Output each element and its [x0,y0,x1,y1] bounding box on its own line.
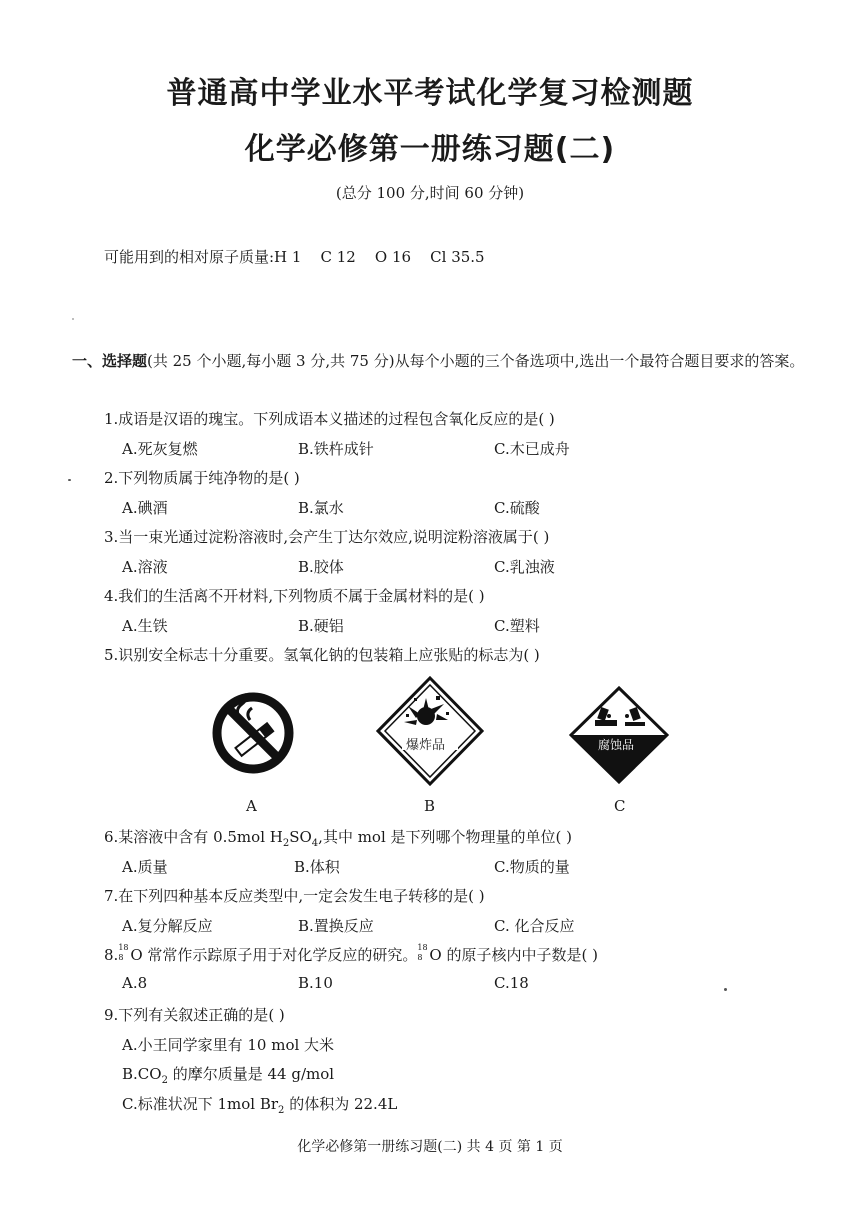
isotope-element-2: O [429,946,442,964]
exam-subtitle: 化学必修第一册练习题(二) [244,132,616,167]
question-4: 4.我们的生活离不开材料,下列物质不属于金属材料的是( ) [104,587,485,605]
question-7: 7.在下列四种基本反应类型中,一定会发生电子转移的是( ) [104,887,485,905]
q9-b-subscript: 2 [161,1075,168,1086]
scan-speck [72,318,74,320]
q8-option-a: A.8 [122,974,148,992]
sign-c-label: C [614,797,626,815]
q1-option-c: C.木已成舟 [494,440,570,458]
q9-b-post: 的摩尔质量是 44 g/mol [167,1065,335,1083]
no-smoking-icon [210,690,296,776]
q6-option-c: C.物质的量 [494,858,570,876]
q8-option-c: C.18 [494,974,529,992]
isotope-atomic-number: 8 [118,953,124,962]
isotope-atomic-number-2: 8 [417,953,423,962]
isotope-mass-number: 18 [118,943,129,952]
q7-option-b: B.置换反应 [298,917,374,935]
q8-text-mid: 常常作示踪原子用于对化学反应的研究。 [142,946,418,964]
isotope-notation-2 [417,943,429,963]
q6-text-pre: 6.某溶液中含有 0.5mol H [104,828,283,846]
question-5: 5.识别安全标志十分重要。氢氧化钠的包装箱上应张贴的标志为( ) [104,646,540,664]
isotope-notation [118,943,130,963]
exam-meta: (总分 100 分,时间 60 分钟) [335,184,525,202]
q9-option-c [122,1093,397,1114]
q1-option-a: A.死灰复燃 [122,440,198,458]
explosive-label: 爆炸品 [406,738,446,753]
q3-option-b: B.胶体 [298,558,344,576]
q6-text-post: ,其中 mol 是下列哪个物理量的单位( ) [318,828,573,846]
question-8 [104,944,598,965]
question-6 [104,826,572,847]
question-1: 1.成语是汉语的瑰宝。下列成语本义描述的过程包含氧化反应的是( ) [104,410,555,428]
q9-b-pre: B.CO [122,1065,162,1083]
corrosive-label: 腐蚀品 [598,738,635,752]
q9-option-b [122,1063,334,1084]
q6-option-a: A.质量 [122,858,168,876]
q9-c-post: 的体积为 22.4L [284,1095,398,1113]
section-heading: 一、选择题 [72,352,148,370]
question-9: 9.下列有关叙述正确的是( ) [104,1006,285,1024]
q9-c-subscript: 2 [278,1105,285,1116]
exam-title: 普通高中学业水平考试化学复习检测题 [166,76,694,111]
q2-option-c: C.硫酸 [494,499,540,517]
q9-c-pre: C.标准状况下 1mol Br [122,1095,279,1113]
isotope-mass-number-2: 18 [417,943,428,952]
q2-option-a: A.碘酒 [122,499,168,517]
q6-option-b: B.体积 [294,858,340,876]
section-instructions: (共 25 个小题,每小题 3 分,共 75 分)从每个小题的三个备选项中,选出一个最符合题目要求的答案。 [147,352,805,370]
explosive-hazard-icon [376,676,484,786]
q1-option-b: B.铁杵成针 [298,440,374,458]
atomic-masses: 可能用到的相对原子质量:H 1 C 12 O 16 Cl 35.5 [104,248,485,266]
q3-option-c: C.乳浊液 [494,558,555,576]
q3-option-a: A.溶液 [122,558,168,576]
q6-text-mid: SO [289,828,312,846]
q7-option-c: C. 化合反应 [494,917,575,935]
q8-number: 8. [104,946,119,964]
section-intro [72,347,816,376]
sign-b-label: B [424,797,436,815]
page-footer: 化学必修第一册练习题(二) 共 4 页 第 1 页 [297,1139,563,1155]
sign-a-label: A [246,797,257,815]
isotope-element: O [130,946,143,964]
q4-option-a: A.生铁 [122,617,168,635]
q8-text-post: 的原子核内中子数是( ) [441,946,598,964]
question-3: 3.当一束光通过淀粉溶液时,会产生丁达尔效应,说明淀粉溶液属于( ) [104,528,550,546]
safety-signs [0,676,860,816]
q6-subscript-2: 4 [311,838,319,849]
q4-option-b: B.硬铝 [298,617,344,635]
corrosive-hazard-icon [569,686,669,784]
q2-option-b: B.氯水 [298,499,344,517]
q9-option-a: A.小王同学家里有 10 mol 大米 [122,1036,335,1054]
q4-option-c: C.塑料 [494,617,540,635]
scan-speck [724,988,727,991]
question-2: 2.下列物质属于纯净物的是( ) [104,469,300,487]
q8-option-b: B.10 [298,974,333,992]
q7-option-a: A.复分解反应 [122,917,213,935]
q6-subscript-1: 2 [282,838,290,849]
scan-speck [68,479,71,481]
